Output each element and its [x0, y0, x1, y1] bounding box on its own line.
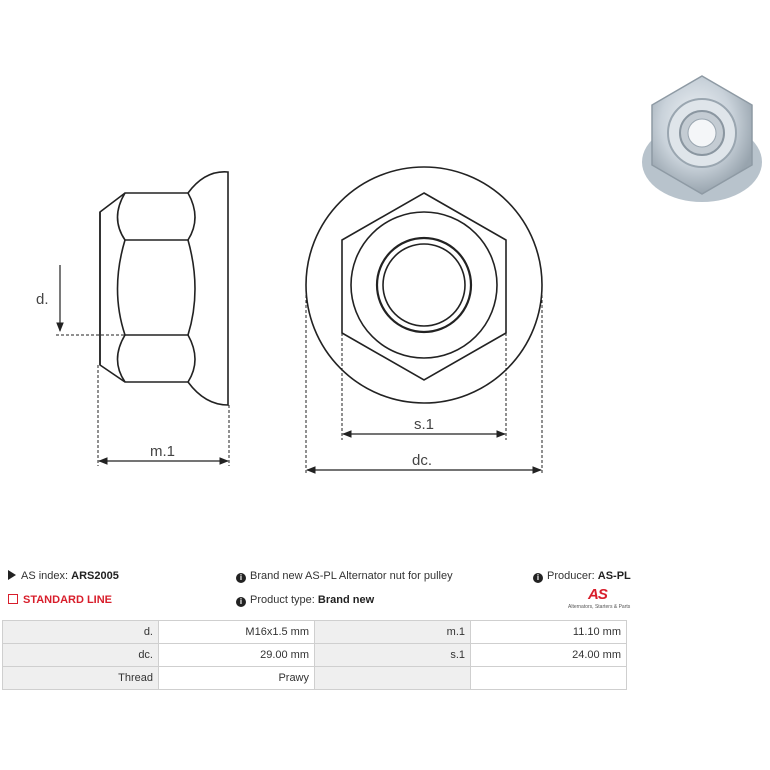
spec-label: Thread — [3, 667, 159, 690]
spec-value: 11.10 mm — [471, 621, 627, 644]
product-type — [236, 594, 374, 607]
checkbox-icon — [8, 594, 18, 604]
tag-icon — [8, 570, 16, 580]
standard-line-label: STANDARD LINE — [23, 594, 113, 606]
producer-value: AS-PL — [597, 570, 631, 582]
info-icon: i — [236, 573, 246, 583]
nut-product-photo — [642, 76, 762, 202]
spec-value: M16x1.5 mm — [159, 621, 315, 644]
producer — [533, 570, 631, 583]
as-pl-logo — [568, 586, 630, 614]
info-icon: i — [533, 573, 543, 583]
dimension-m1 — [98, 365, 229, 466]
dimension-d — [36, 265, 140, 335]
spec-label: dc. — [3, 644, 159, 667]
spec-value — [471, 667, 627, 690]
nut-front-view — [306, 167, 542, 403]
spec-label — [315, 667, 471, 690]
spec-value: 29.00 mm — [159, 644, 315, 667]
spec-label: m.1 — [315, 621, 471, 644]
label-s1: s.1 — [414, 416, 435, 433]
standard-line — [8, 594, 112, 606]
spec-label: d. — [3, 621, 159, 644]
table-row — [3, 621, 627, 644]
description-text: Brand new AS-PL Alternator nut for pulley — [250, 570, 453, 582]
as-index-label: AS index: — [21, 570, 69, 582]
producer-label: Producer: — [547, 570, 595, 582]
nut-side-view — [100, 172, 228, 405]
spec-value: 24.00 mm — [471, 644, 627, 667]
label-d: d. — [36, 291, 49, 308]
table-row — [3, 667, 627, 690]
info-icon: i — [236, 597, 246, 607]
description — [236, 570, 453, 583]
dimension-s1 — [342, 333, 506, 440]
label-dc: dc. — [412, 452, 433, 469]
logo-tagline: Alternators, Starters & Parts — [568, 604, 631, 610]
product-type-value: Brand new — [317, 594, 375, 606]
as-index-value: ARS2005 — [71, 570, 119, 582]
label-m1: m.1 — [150, 443, 176, 460]
spec-label: s.1 — [315, 644, 471, 667]
logo-mark: AS — [588, 586, 607, 603]
product-type-label: Product type: — [250, 594, 315, 606]
spec-value: Prawy — [159, 667, 315, 690]
specs-table — [2, 620, 627, 690]
table-row — [3, 644, 627, 667]
as-index — [8, 570, 119, 582]
